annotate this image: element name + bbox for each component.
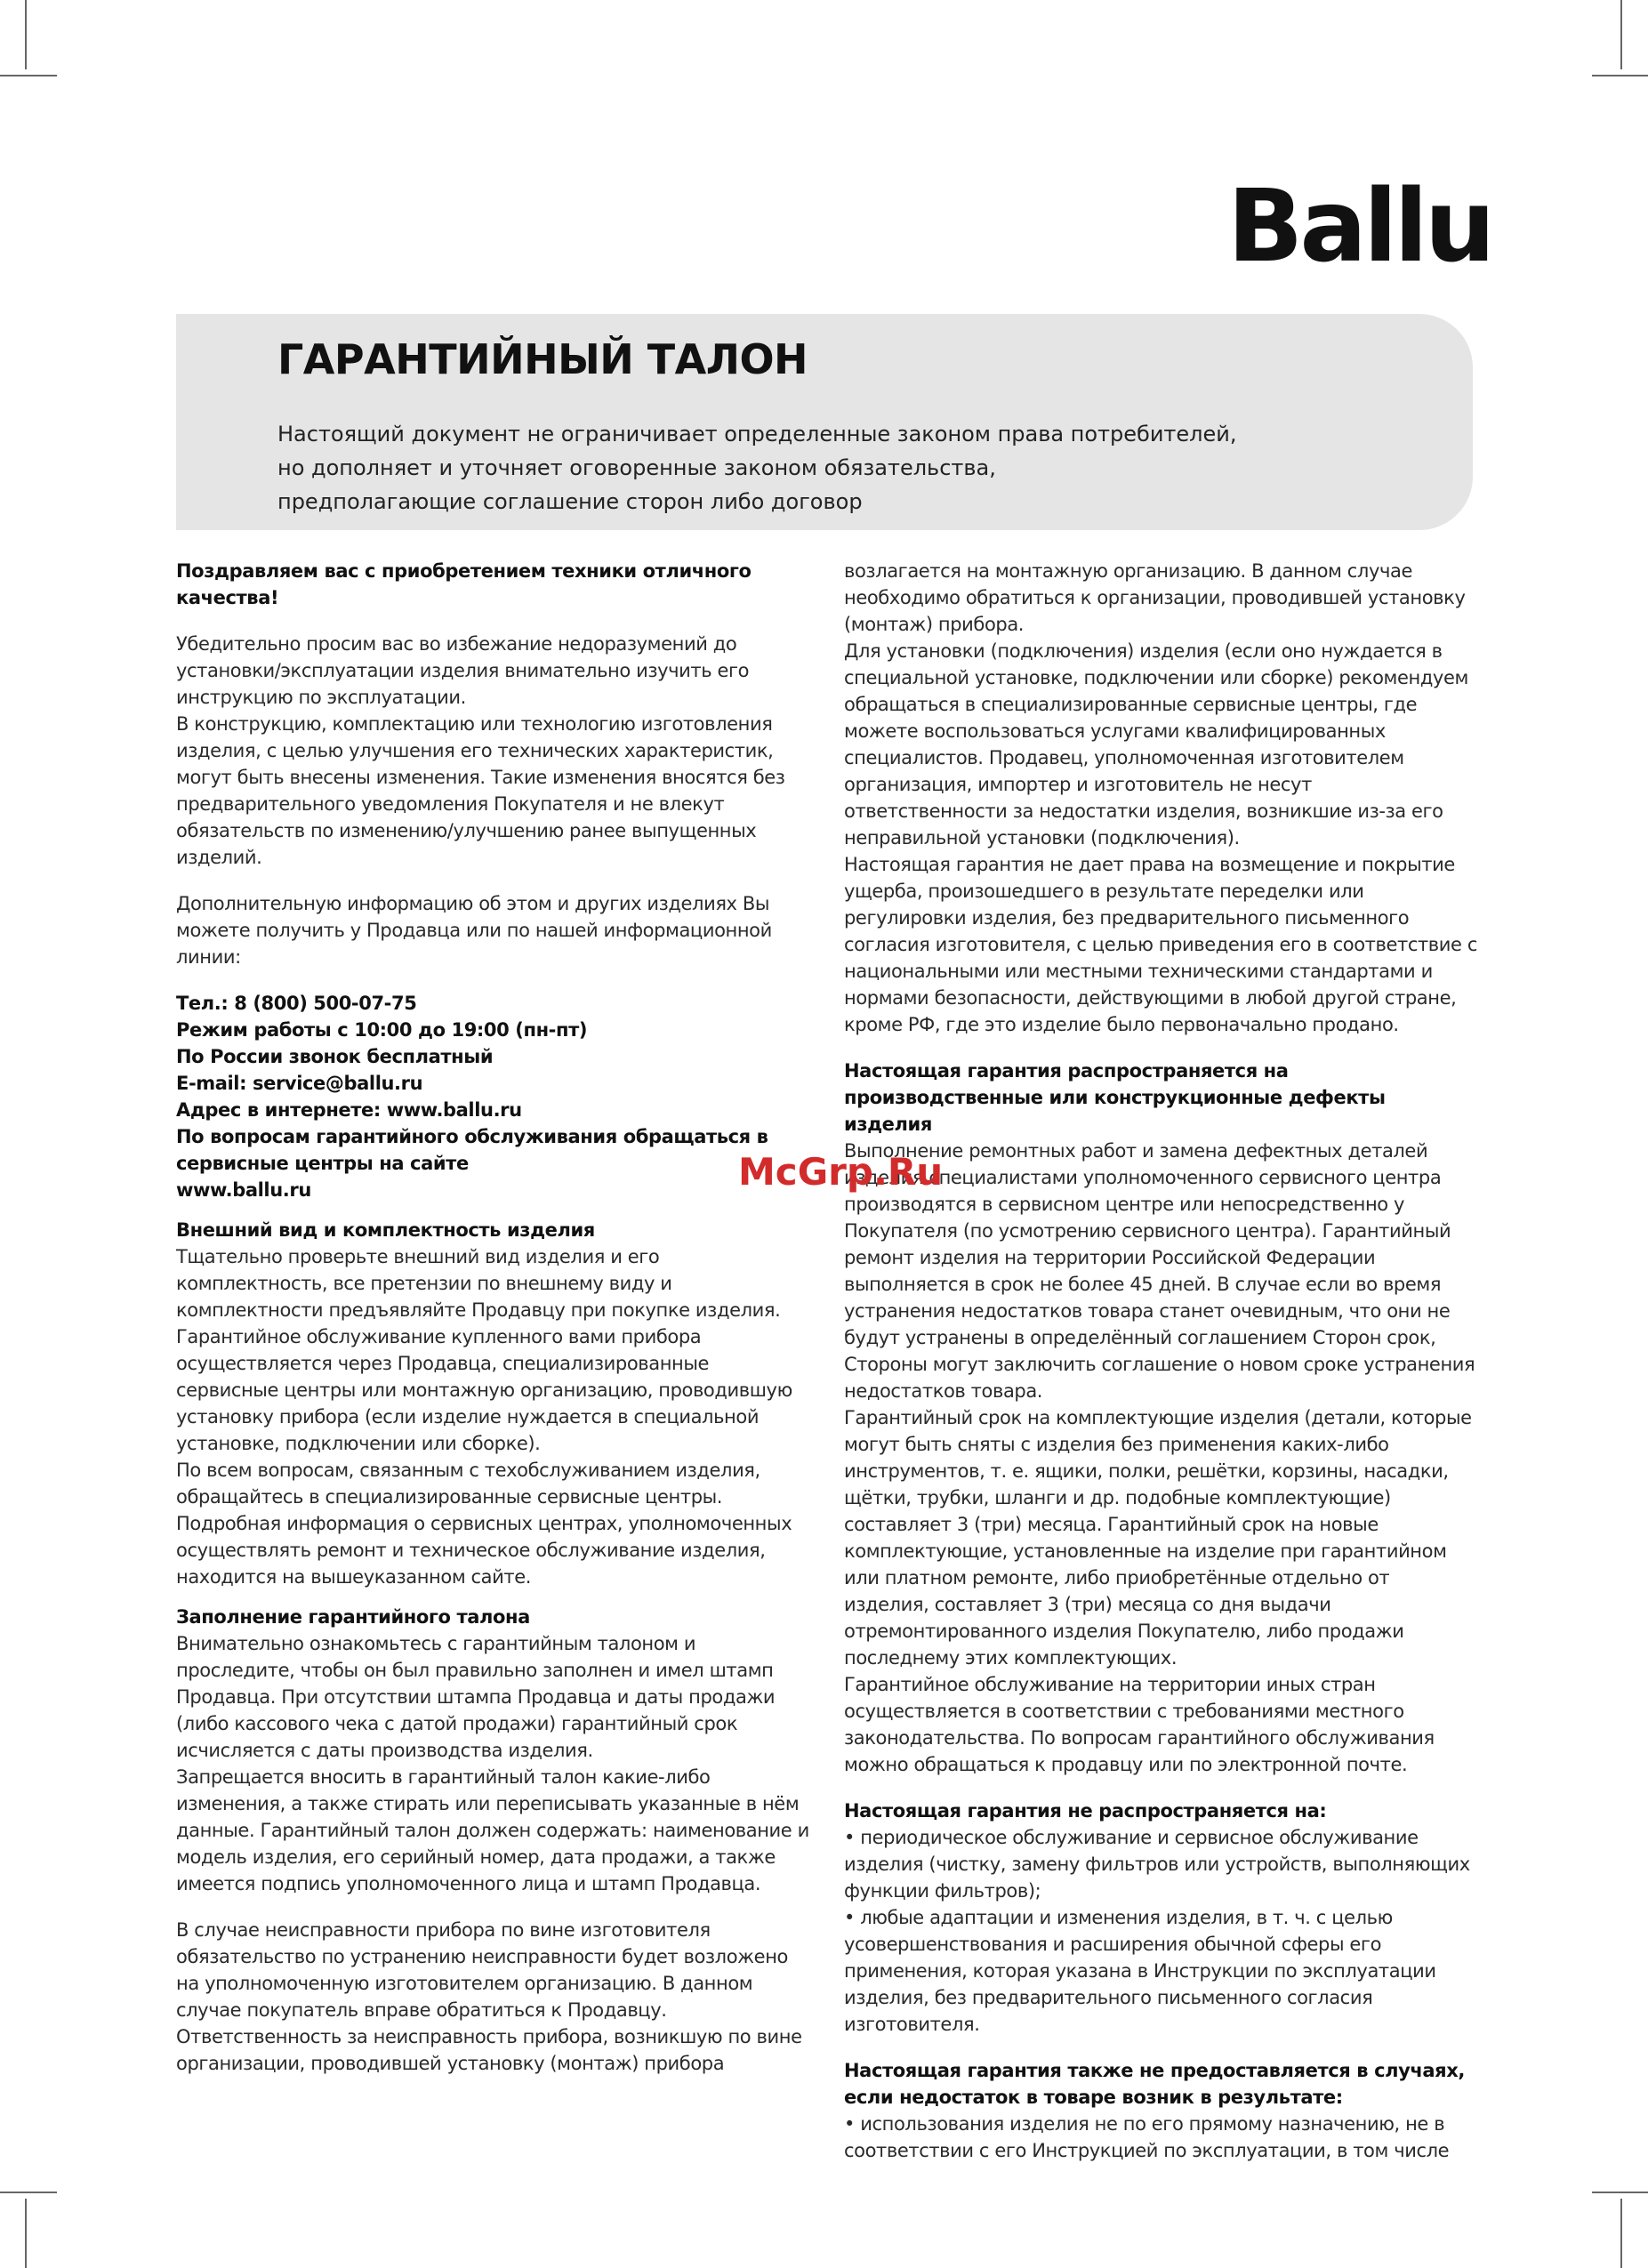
- contact-email[interactable]: E-mail: service@ballu.ru: [176, 1073, 423, 1094]
- paragraph: Убедительно просим вас во избежание недоразумений до установки/эксплуатации изделия внимательно изучить его инструкцию по эксплуатации.: [176, 633, 750, 708]
- paragraph: В конструкцию, комплектацию или технологию изготовления изделия, с целью улучшения его технических характеристик, могут быть внесены изменения. Такие изменения вносятся без предварительного уведомления Покупателя и не влекут обязательств по изменению/улучшению ранее выпущенных изделий.: [176, 713, 785, 868]
- banner-subtitle: [277, 417, 1345, 519]
- ballu-logo: Ballu: [1227, 169, 1492, 285]
- paragraph: Для установки (подключения) изделия (если оно нуждается в специальной установке, подключении или сборке) рекомендуем обращаться в специализированные сервисные центры, где можете воспользоваться услугами квалифицированных специалистов. Продавец, уполномоченная изготовителем организация, импортер и изготовитель не несут ответственности за недостатки изделия, возникшие из-за его неправильной установки (подключения).: [844, 640, 1468, 848]
- contact-phone: Тел.: 8 (800) 500-07-75: [176, 993, 417, 1014]
- subtitle-line: но дополняет и уточняет оговоренные законом обязательства,: [277, 455, 996, 480]
- paragraph: Настоящая гарантия не дает права на возмещение и покрытие ущерба, произошедшего в результате переделки или регулировки изделия, без предварительного письменного согласия изготовителя, с целью приведения его в соответствие с национальными или местными техническими стандартами и нормами безопасности, действующими в любой другой стране, кроме РФ, где это изделие было первоначально продано.: [844, 854, 1477, 1035]
- left-column: [176, 558, 809, 2077]
- contact-block: [176, 990, 809, 1203]
- paragraph: Внимательно ознакомьтесь с гарантийным талоном и проследите, чтобы он был правильно заполнен и имел штамп Продавца. При отсутствии штампа Продавца и даты продажи (либо кассового чека с датой продажи) гарантийный срок исчисляется с даты производства изделия.: [176, 1633, 776, 1761]
- crop-mark: [0, 75, 57, 76]
- paragraph: Подробная информация о сервисных центрах, уполномоченных осуществлять ремонт и техническое обслуживание изделия, находится на вышеуказанном сайте.: [176, 1513, 792, 1588]
- contact-service: По вопросам гарантийного обслуживания обращаться в сервисные центры на сайте: [176, 1126, 768, 1174]
- list-item: • использования изделия не по его прямому назначению, не в соответствии с его Инструкцией по эксплуатации, в том числе: [844, 2113, 1450, 2161]
- crop-mark: [25, 0, 27, 69]
- crop-mark: [0, 2192, 57, 2193]
- section-heading: Настоящая гарантия также не предоставляется в случаях, если недостаток в товаре возник в результате:: [844, 2060, 1465, 2108]
- paragraph: Выполнение ремонтных работ и замена дефектных деталей изделия специалистами уполномоченного сервисного центра производятся в сервисном центре или непосредственно у Покупателя (по усмотрению сервисного центра). Гарантийный ремонт изделия на территории Российской Федерации выполняется в срок не более 45 дней. В случае если во время устранения недостатков товара станет очевидным, что они не будут устранены в определённый соглашением Сторон срок, Стороны могут заключить соглашение о новом сроке устранения недостатков товара.: [844, 1140, 1475, 1402]
- contact-hours: Режим работы с 10:00 до 19:00 (пн-пт): [176, 1019, 588, 1041]
- section-heading: Заполнение гарантийного талона: [176, 1606, 530, 1628]
- crop-mark: [1620, 0, 1622, 69]
- contact-website[interactable]: Адрес в интернете: www.ballu.ru: [176, 1099, 522, 1121]
- contact-website-link[interactable]: www.ballu.ru: [176, 1179, 311, 1201]
- crop-mark: [1592, 75, 1648, 76]
- right-column: [844, 558, 1477, 2164]
- paragraph: Гарантийный срок на комплектующие изделия (детали, которые могут быть сняты с изделия без применения каких-либо инструментов, т. е. ящики, полки, решётки, корзины, насадки, щётки, трубки, шланги и др. подобные комплектующие) составляет 3 (три) месяца. Гарантийный срок на новые комплектующие, установленные на изделие при гарантийном или платном ремонте, либо приобретённые отдельно от изделия, составляет 3 (три) месяца со дня выдачи отремонтированного изделия Покупателю, либо продажи последнему этих комплектующих.: [844, 1407, 1472, 1669]
- section-heading: Внешний вид и комплектность изделия: [176, 1219, 595, 1241]
- paragraph: По всем вопросам, связанным с техобслуживанием изделия, обращайтесь в специализированные сервисные центры.: [176, 1460, 760, 1508]
- contact-free-call: По России звонок бесплатный: [176, 1046, 494, 1067]
- paragraph: В случае неисправности прибора по вине изготовителя обязательство по устранению неисправности будет возложено на уполномоченную изготовителем организацию. В данном случае покупатель вправе обратиться к Продавцу.: [176, 1919, 788, 2021]
- page-title: ГАРАНТИЙНЫЙ ТАЛОН: [277, 335, 808, 383]
- watermark-text: McGrp.Ru: [738, 1150, 944, 1194]
- list-item: • любые адаптации и изменения изделия, в т. ч. с целью усовершенствования и расширения обычной сферы его применения, которая указана в Инструкции по эксплуатации изделия, без предварительного письменного согласия изготовителя.: [844, 1907, 1436, 2035]
- paragraph: Тщательно проверьте внешний вид изделия и его комплектность, все претензии по внешнему виду и комплектности предъявляйте Продавцу при покупке изделия. Гарантийное обслуживание купленного вами прибора осуществляется через Продавца, специализированные сервисные центры или монтажную организацию, проводившую установку прибора (если изделие нуждается в специальной установке, подключении или сборке).: [176, 1246, 792, 1454]
- paragraph: Ответственность за неисправность прибора, возникшую по вине организации, проводившей установку (монтаж) прибора: [176, 2026, 802, 2074]
- paragraph: Гарантийное обслуживание на территории иных стран осуществляется в соответствии с требованиями местного законодательства. По вопросам гарантийного обслуживания можно обращаться к продавцу или по электронной почте.: [844, 1674, 1435, 1775]
- list-item: • периодическое обслуживание и сервисное обслуживание изделия (чистку, замену фильтров или устройств, выполняющих функции фильтров);: [844, 1827, 1470, 1902]
- subtitle-line: Настоящий документ не ограничивает определенные законом права потребителей,: [277, 422, 1237, 446]
- section-heading: Настоящая гарантия не распространяется на:: [844, 1800, 1327, 1822]
- crop-mark: [1592, 2192, 1648, 2193]
- paragraph: возлагается на монтажную организацию. В данном случае необходимо обратиться к организации, проводившей установку (монтаж) прибора.: [844, 560, 1466, 635]
- congrats-heading: Поздравляем вас с приобретением техники отличного качества!: [176, 560, 752, 608]
- crop-mark: [1620, 2199, 1622, 2268]
- paragraph: Запрещается вносить в гарантийный талон какие-либо изменения, а также стирать или переписывать указанные в нём данные. Гарантийный талон должен содержать: наименование и модель изделия, его серийный номер, дата продажи, а также имеется подпись уполномоченного лица и штамп Продавца.: [176, 1766, 809, 1894]
- crop-mark: [25, 2199, 27, 2268]
- section-heading: Настоящая гарантия распространяется на производственные или конструкционные дефекты изделия: [844, 1060, 1386, 1135]
- subtitle-line: предполагающие соглашение сторон либо договор: [277, 489, 863, 514]
- paragraph: Дополнительную информацию об этом и других изделиях Вы можете получить у Продавца или по нашей информационной линии:: [176, 893, 772, 968]
